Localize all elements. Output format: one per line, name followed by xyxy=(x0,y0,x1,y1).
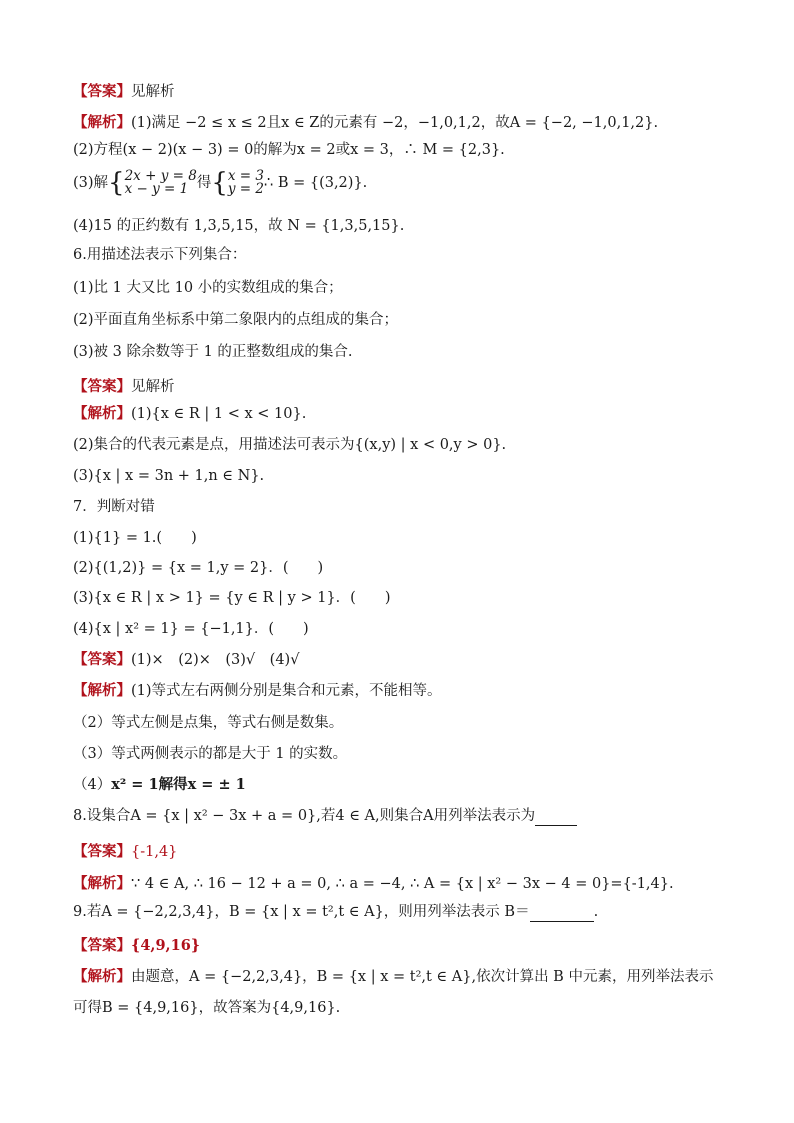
analysis-line-6-2 xyxy=(73,435,733,455)
analysis-line-7-1 xyxy=(73,681,733,701)
answer-line-8 xyxy=(73,842,733,862)
analysis-label: 【解析】 xyxy=(73,875,131,892)
question-9 xyxy=(73,902,733,922)
analysis-line-7-4 xyxy=(73,775,733,795)
question-text: 8.设集合A = {x | x² − 3x + a = 0},若4 ∈ A,则集合A用列举法表示为 xyxy=(73,808,536,824)
question-6-title xyxy=(73,245,733,265)
answer-line-6 xyxy=(73,377,733,397)
question-text: 7．判断对错 xyxy=(73,499,155,515)
analysis-line-9-2 xyxy=(73,998,733,1018)
question-text: (2)平面直角坐标系中第二象限内的点组成的集合； xyxy=(73,312,399,328)
solution-2: y = 2 xyxy=(227,181,264,197)
question-6-item-1 xyxy=(73,278,733,298)
analysis-label: 【解析】 xyxy=(73,405,131,422)
analysis-text: （4） xyxy=(73,777,112,793)
analysis-line-7-3 xyxy=(73,744,733,764)
analysis-text: 由题意，A = {−2,2,3,4}，B = {x | x = t²,t ∈ A},依次计算出 B 中元素，用列举法表示 xyxy=(131,969,714,985)
analysis-text: (1){x ∈ R | 1 < x < 10}. xyxy=(131,406,307,422)
answer-text: {4,9,16} xyxy=(131,937,201,954)
analysis-line-5-1 xyxy=(73,113,733,133)
answer-line-9 xyxy=(73,936,733,956)
analysis-text: (2)集合的代表元素是点，用描述法可表示为{(x,y) | x < 0,y > 0}. xyxy=(73,437,507,453)
question-text: . xyxy=(593,904,599,920)
equation-system-1 xyxy=(125,170,197,196)
question-7-item-1 xyxy=(73,528,733,548)
answer-line-7 xyxy=(73,650,733,670)
equation-system-2 xyxy=(228,170,264,196)
question-8 xyxy=(73,806,733,826)
analysis-text: (4)15 的正约数有 1,3,5,15，故 N = {1,3,5,15}. xyxy=(73,218,405,234)
answer-text: 见解析 xyxy=(131,379,175,395)
analysis-text: (1)满足 −2 ≤ x ≤ 2且x ∈ Z的元素有 −2，−1,0,1,2，故A = {−2, −1,0,1,2}. xyxy=(131,115,659,131)
analysis-line-9-1 xyxy=(73,967,733,987)
analysis-label: 【解析】 xyxy=(73,682,131,699)
analysis-label: 【解析】 xyxy=(73,114,131,131)
question-text: (1){1} = 1.( ) xyxy=(73,530,197,546)
analysis-text: 得 xyxy=(196,175,212,191)
question-6-item-3 xyxy=(73,342,733,362)
question-text: (1)比 1 大又比 10 小的实数组成的集合； xyxy=(73,280,343,296)
question-text: (2){(1,2)} = {x = 1,y = 2}．( ) xyxy=(73,560,324,576)
answer-label: 【答案】 xyxy=(73,937,131,954)
analysis-text: (3){x | x = 3n + 1,n ∈ N}. xyxy=(73,468,265,484)
question-text: 6.用描述法表示下列集合： xyxy=(73,247,247,263)
analysis-text: ∵ 4 ∈ A, ∴ 16 − 12 + a = 0, ∴ a = −4, ∴ A = {x | x² − 3x − 4 = 0}={-1,4}. xyxy=(131,876,674,892)
analysis-text: （3）等式两侧表示的都是大于 1 的实数。 xyxy=(73,746,348,762)
answer-line-5 xyxy=(73,82,733,102)
solution-1: x = 3 xyxy=(227,168,264,184)
equation-2: x − y = 1 xyxy=(124,181,189,197)
answer-label: 【答案】 xyxy=(73,651,131,668)
analysis-line-5-4 xyxy=(73,216,733,236)
answer-text: (1)× (2)× (3)√ (4)√ xyxy=(131,652,300,668)
analysis-text: ∴ B = {(3,2)}. xyxy=(263,175,368,191)
analysis-math: x² = 1解得x = ± 1 xyxy=(111,776,246,793)
analysis-text: (3)解 xyxy=(73,175,109,191)
analysis-label: 【解析】 xyxy=(73,968,131,985)
question-text: (3)被 3 除余数等于 1 的正整数组成的集合. xyxy=(73,344,353,360)
analysis-text: 可得B = {4,9,16}，故答案为{4,9,16}. xyxy=(73,1000,341,1016)
question-6-item-2 xyxy=(73,310,733,330)
analysis-text: (2)方程(x − 2)(x − 3) = 0的解为x = 2或x = 3，∴ M = {2,3}. xyxy=(73,142,505,158)
left-brace-icon: { xyxy=(211,168,228,198)
analysis-text: (1)等式左右两侧分别是集合和元素，不能相等。 xyxy=(131,683,442,699)
analysis-line-6-3 xyxy=(73,466,733,486)
equation-1: 2x + y = 8 xyxy=(124,168,197,184)
question-text: (3){x ∈ R | x > 1} = {y ∈ R | y > 1}．( ) xyxy=(73,590,391,606)
analysis-line-5-3 xyxy=(73,166,733,200)
analysis-line-6-1 xyxy=(73,404,733,424)
left-brace-icon: { xyxy=(108,168,125,198)
question-7-item-3 xyxy=(73,588,733,608)
question-text: (4){x | x² = 1} = {−1,1}．( ) xyxy=(73,621,309,637)
answer-text: {-1,4} xyxy=(131,844,178,860)
analysis-text: （2）等式左侧是点集，等式右侧是数集。 xyxy=(73,715,344,731)
analysis-line-7-2 xyxy=(73,713,733,733)
question-text: 9.若A = {−2,2,3,4}，B = {x | x = t²,t ∈ A}，则用列举法表示 B＝ xyxy=(73,904,530,920)
question-7-item-2 xyxy=(73,558,733,578)
answer-label: 【答案】 xyxy=(73,843,131,860)
question-7-title xyxy=(73,497,733,517)
answer-blank xyxy=(535,811,577,826)
answer-text: 见解析 xyxy=(131,84,175,100)
question-7-item-4 xyxy=(73,619,733,639)
answer-blank xyxy=(530,907,594,922)
answer-label: 【答案】 xyxy=(73,83,131,100)
analysis-line-8 xyxy=(73,874,733,894)
analysis-line-5-2 xyxy=(73,140,733,160)
answer-label: 【答案】 xyxy=(73,378,131,395)
